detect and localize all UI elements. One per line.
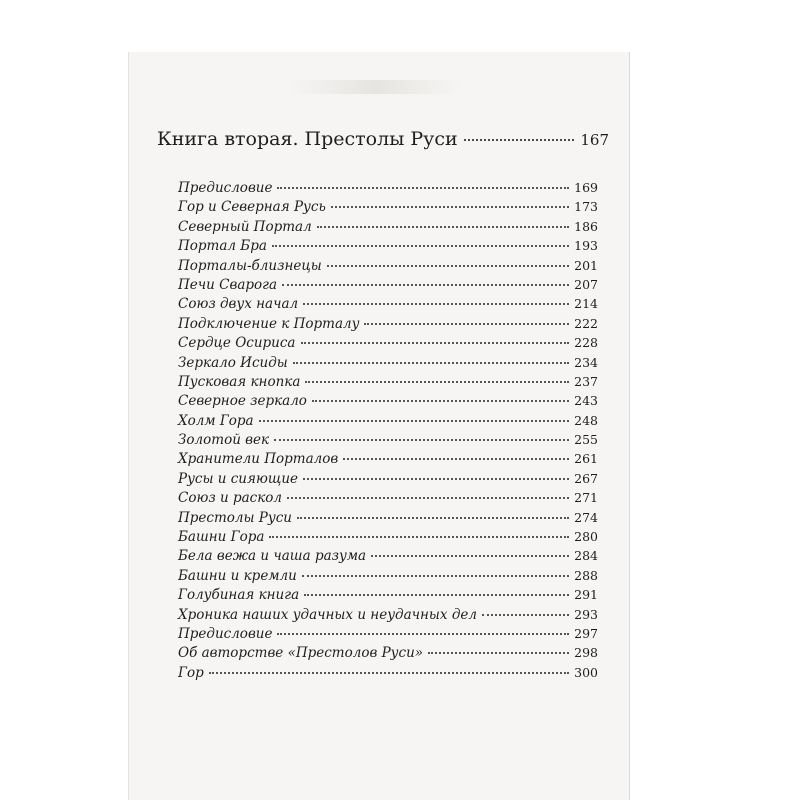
toc-entry-page-number: 284 (574, 548, 598, 564)
toc-entry-title: Союз двух начал (178, 296, 299, 313)
toc-entry-title: Предисловие (178, 625, 273, 642)
toc-entry (178, 411, 598, 430)
table-of-contents (178, 178, 598, 682)
toc-entry-page-number: 291 (574, 587, 598, 603)
toc-entry (178, 508, 598, 527)
dot-leader (274, 439, 569, 441)
toc-entry-page-number: 201 (574, 257, 598, 273)
toc-entry-page-number: 293 (574, 606, 598, 622)
toc-entry-title: Гор и Северная Русь (178, 199, 326, 216)
dot-leader (287, 497, 569, 499)
toc-entry (178, 430, 598, 449)
toc-entry-title: Северный Портал (178, 218, 312, 235)
dot-leader (303, 478, 569, 480)
dot-leader (482, 614, 569, 616)
dot-leader (297, 517, 569, 519)
toc-entry (178, 449, 598, 468)
toc-entry-title: Хроника наших удачных и неудачных дел (178, 606, 477, 623)
toc-entry-page-number: 237 (574, 373, 598, 389)
toc-entry-page-number: 298 (574, 645, 598, 661)
toc-entry (178, 353, 598, 372)
toc-entry-title: Союз и раскол (178, 490, 283, 507)
section-heading (157, 128, 609, 158)
toc-entry (178, 294, 598, 313)
toc-entry (178, 372, 598, 391)
toc-entry (178, 546, 598, 565)
toc-entry-page-number: 274 (574, 509, 598, 525)
toc-entry (178, 624, 598, 643)
dot-leader (293, 362, 569, 364)
toc-entry-title: Престолы Руси (178, 509, 292, 526)
toc-entry (178, 391, 598, 410)
dot-leader (312, 400, 569, 402)
toc-entry (178, 178, 598, 197)
toc-entry-page-number: 261 (574, 451, 598, 467)
dot-leader (371, 555, 569, 557)
toc-entry-page-number: 243 (574, 393, 598, 409)
toc-entry (178, 566, 598, 585)
toc-entry-page-number: 222 (574, 315, 598, 331)
dot-leader (277, 633, 569, 635)
toc-entry (178, 663, 598, 682)
bleed-through-header (290, 80, 460, 94)
dot-leader (259, 420, 570, 422)
toc-entry (178, 217, 598, 236)
dot-leader (343, 458, 569, 460)
toc-entry-title: Холм Гора (178, 412, 254, 429)
toc-entry-title: Русы и сияющие (178, 470, 299, 487)
toc-entry-title: Голубиная книга (178, 587, 300, 604)
dot-leader (331, 206, 569, 208)
toc-entry-title: Об авторстве «Престолов Руси» (178, 645, 424, 662)
toc-entry-page-number: 234 (574, 354, 598, 370)
dot-leader (305, 381, 569, 383)
toc-entry (178, 256, 598, 275)
toc-entry-page-number: 280 (574, 529, 598, 545)
dot-leader (317, 226, 569, 228)
toc-entry-page-number: 228 (574, 335, 598, 351)
toc-entry (178, 236, 598, 255)
toc-entry-title: Печи Сварога (178, 276, 278, 293)
toc-entry-title: Золотой век (178, 432, 270, 449)
dot-leader (303, 303, 569, 305)
toc-entry-page-number: 297 (574, 625, 598, 641)
toc-entry-page-number: 248 (574, 412, 598, 428)
toc-entry-page-number: 207 (574, 276, 598, 292)
toc-entry-title: Северное зеркало (178, 393, 307, 410)
toc-entry (178, 605, 598, 624)
toc-entry (178, 333, 598, 352)
toc-entry-title: Пусковая кнопка (178, 373, 301, 390)
toc-entry (178, 488, 598, 507)
toc-entry (178, 643, 598, 662)
toc-entry (178, 275, 598, 294)
toc-entry-page-number: 173 (574, 199, 598, 215)
dot-leader (209, 672, 569, 674)
section-page-number: 167 (580, 131, 609, 149)
dot-leader (301, 342, 570, 344)
section-title: Книга вторая. Престолы Руси (157, 128, 458, 150)
toc-entry (178, 314, 598, 333)
toc-entry-title: Порталы-близнецы (178, 257, 322, 274)
toc-entry-title: Предисловие (178, 180, 273, 196)
toc-entry-page-number: 255 (574, 432, 598, 448)
toc-entry-title: Гор (178, 664, 204, 681)
toc-entry-title: Портал Бра (178, 238, 267, 255)
toc-entry (178, 197, 598, 216)
toc-entry-page-number: 193 (574, 238, 598, 254)
toc-entry-title: Сердце Осириса (178, 335, 296, 352)
dot-leader (272, 245, 569, 247)
toc-entry-title: Башни Гора (178, 529, 265, 546)
toc-entry-title: Бела вежа и чаша разума (178, 548, 367, 565)
toc-entry-page-number: 169 (574, 180, 598, 195)
toc-entry (178, 469, 598, 488)
dot-leader (464, 139, 575, 141)
toc-entry-page-number: 271 (574, 490, 598, 506)
toc-entry (178, 527, 598, 546)
toc-entry-page-number: 214 (574, 296, 598, 312)
toc-entry-title: Зеркало Исиды (178, 354, 288, 371)
toc-entry (178, 585, 598, 604)
dot-leader (302, 575, 569, 577)
dot-leader (304, 594, 569, 596)
dot-leader (282, 284, 569, 286)
dot-leader (428, 652, 569, 654)
dot-leader (269, 536, 569, 538)
toc-entry-page-number: 267 (574, 470, 598, 486)
toc-entry-title: Подключение к Порталу (178, 315, 360, 332)
toc-entry-page-number: 288 (574, 567, 598, 583)
toc-entry-title: Башни и кремли (178, 567, 297, 584)
dot-leader (364, 323, 569, 325)
toc-entry-title: Хранители Порталов (178, 451, 339, 468)
toc-entry-page-number: 300 (574, 664, 598, 680)
dot-leader (327, 265, 569, 267)
dot-leader (277, 187, 569, 189)
toc-entry-page-number: 186 (574, 218, 598, 234)
